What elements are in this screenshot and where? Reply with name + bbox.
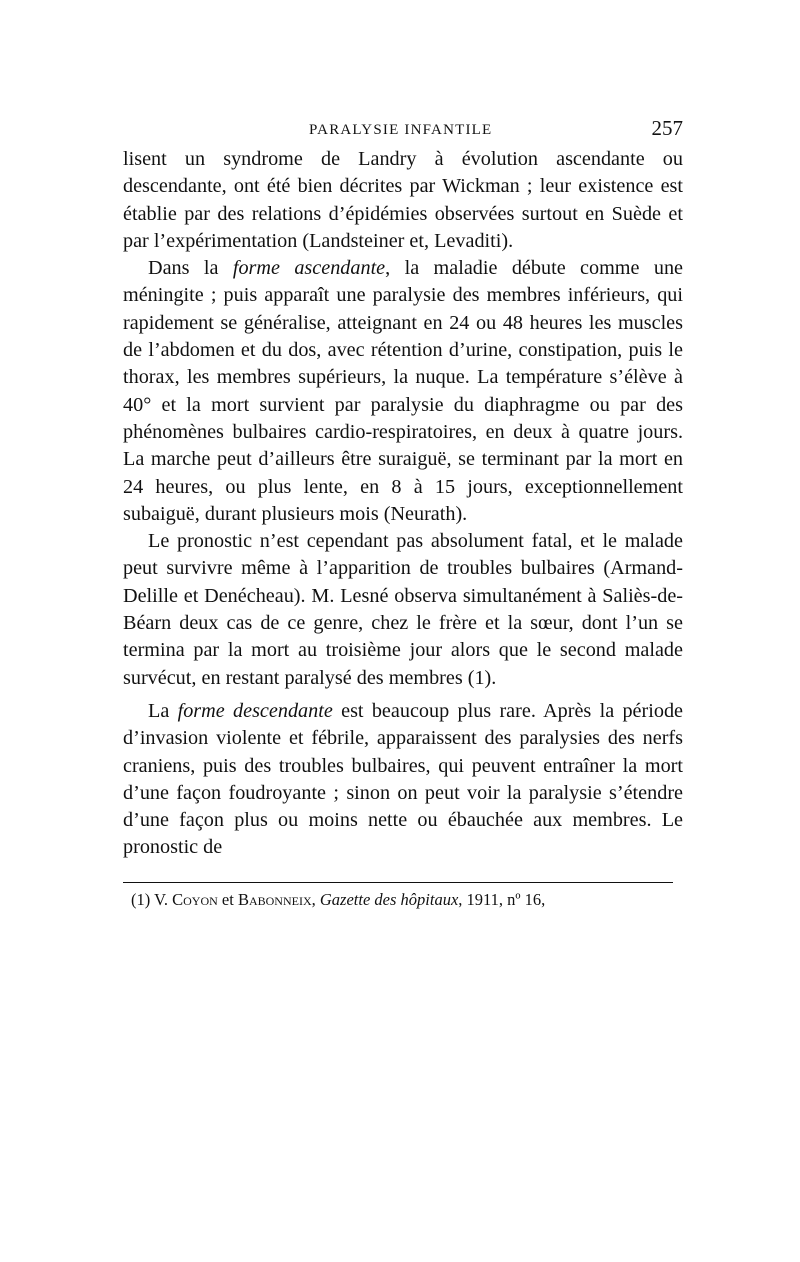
footnote-conjunction: et	[221, 889, 234, 909]
running-head	[123, 112, 683, 142]
running-title: PARALYSIE INFANTILE	[309, 122, 493, 138]
page-number: 257	[651, 116, 683, 140]
paragraph-4-italic-term: forme descendante	[177, 699, 333, 722]
footnote-author-2: Babonneix	[237, 889, 312, 909]
footnote-marker: (1)	[131, 889, 151, 909]
body-text	[123, 146, 683, 862]
paragraph-3	[123, 528, 683, 692]
paragraph-1-text: lisent un syndrome de Landry à évolution ascendante ou descendante, ont été bien décrites par Wickman ; leur existence est établie par des relations d’épidémies observées surtout en Suède et par l’expérimentation (Landsteiner et, Levaditi).	[123, 148, 683, 252]
paragraph-4-text-a: La	[148, 699, 178, 722]
paragraph-4-text-b: est beaucoup plus rare. Après la période d’invasion violente et fébrile, apparaissent des paralysies des nerfs craniens, puis des troubles bulbaires, qui peuvent entraîner la mort d’une façon foudroyante ; sinon on peut voir la paralysie s’étendre d’une façon plus ou moins nette ou ébauchée aux membres. Le pronostic de	[123, 699, 683, 859]
footnote-rule	[123, 882, 673, 883]
footnote	[123, 889, 683, 911]
paragraph-2	[123, 255, 683, 528]
paragraph-2-text-a: Dans la	[148, 257, 233, 280]
paragraph-2-italic-term: forme ascendante	[232, 257, 386, 280]
paragraph-3-text: Le pronostic n’est cependant pas absolument fatal, et le malade peut survivre même à l’apparition de troubles bulbaires (Armand-Delille et Denécheau). M. Lesné observa simultanément à Saliès-de-Béarn deux cas de ce genre, chez le frère et la sœur, dont l’un se termina par la mort au troisième jour alors que le second malade survécut, en restant paralysé des membres (1).	[123, 530, 683, 689]
paragraph-2-text-b: , la maladie débute comme une méningite ; puis apparaît une paralysie des membres inférieurs, qui rapidement se généralise, atteignant en 24 ou 48 heures les muscles de l’abdomen et du dos, avec rétention d’urine, constipation, puis le thorax, les membres supérieurs, la nuque. La température s’élève à 40° et la mort survient par paralysie du diaphragme ou par des phénomènes bulbaires cardio-respiratoires, en deux à quatre jours. La marche peut d’ailleurs être suraiguë, se terminant par la mort en 24 heures, ou plus lente, en 8 à 15 jours, exceptionnellement subaiguë, durant plusieurs mois (Neurath).	[123, 257, 683, 525]
footnote-details: , 1911, nº 16,	[458, 889, 546, 909]
footnote-author-1: Coyon	[172, 889, 218, 909]
footnote-comma: ,	[311, 889, 316, 909]
footnote-journal: Gazette des hôpitaux	[319, 889, 459, 909]
book-page	[123, 112, 683, 911]
paragraph-4	[123, 698, 683, 862]
footnote-initial: V.	[154, 889, 168, 909]
paragraph-1	[123, 146, 683, 255]
